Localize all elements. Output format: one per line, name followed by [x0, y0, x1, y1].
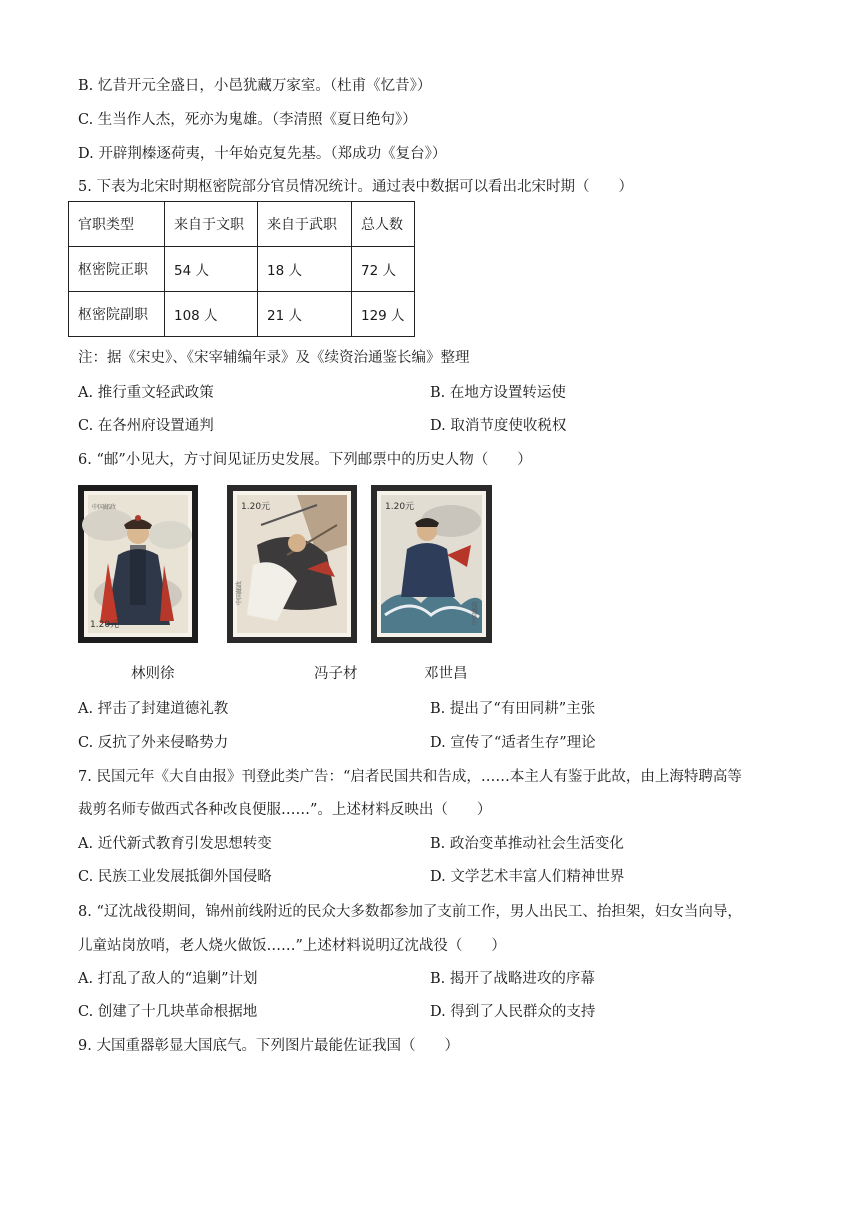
q7-option-d: D. 文学艺术丰富人们精神世界 [430, 869, 625, 885]
svg-text:中国邮政: 中国邮政 [92, 504, 117, 511]
table-header-cell: 来自于武职 [258, 202, 352, 247]
q8-stem-line2: 儿童站岗放哨，老人烧火做饭……”上述材料说明辽沈战役（ ） [78, 938, 506, 954]
table-cell: 108 人 [165, 292, 258, 337]
q6-option-d: D. 宣传了“适者生存”理论 [430, 735, 596, 751]
q5-statistics-table [68, 201, 415, 337]
svg-text:1.20元: 1.20元 [385, 502, 415, 512]
q5-stem: 5. 下表为北宋时期枢密院部分官员情况统计。通过表中数据可以看出北宋时期（ ） [78, 179, 633, 195]
table-cell: 21 人 [258, 292, 352, 337]
stamp-caption-feng-zicai: 冯子材 [314, 666, 358, 682]
table-cell: 枢密院副职 [69, 292, 165, 337]
table-cell: 54 人 [165, 247, 258, 292]
q8-option-d: D. 得到了人民群众的支持 [430, 1004, 596, 1020]
q5-option-a: A. 推行重文轻武政策 [78, 385, 214, 401]
table-header-cell: 官职类型 [69, 202, 165, 247]
q8-stem-line1: 8. “辽沈战役期间，锦州前线附近的民众大多数都参加了支前工作，男人出民工、抬担架，妇女当向导， [78, 904, 742, 920]
svg-text:中国邮政: 中国邮政 [472, 600, 479, 625]
q4-option-b: B. 忆昔开元全盛日，小邑犹藏万家室。（杜甫《忆昔》） [78, 78, 432, 94]
table-cell: 18 人 [258, 247, 352, 292]
q8-option-b: B. 揭开了战略进攻的序幕 [430, 971, 595, 987]
svg-text:中国邮政: 中国邮政 [236, 580, 243, 605]
q9-stem: 9. 大国重器彰显大国底气。下列图片最能佐证我国（ ） [78, 1038, 459, 1054]
stamp-lin-zexu [78, 485, 198, 643]
table-cell: 枢密院正职 [69, 247, 165, 292]
table-cell: 72 人 [352, 247, 415, 292]
q7-option-c: C. 民族工业发展抵御外国侵略 [78, 869, 272, 885]
q8-option-a: A. 打乱了敌人的“追剿”计划 [78, 971, 258, 987]
q5-note: 注：据《宋史》、《宋宰辅编年录》及《续资治通鉴长编》整理 [78, 350, 470, 366]
table-row [69, 247, 415, 292]
q5-option-d: D. 取消节度使收税权 [430, 418, 567, 434]
q8-option-c: C. 创建了十几块革命根据地 [78, 1004, 258, 1020]
svg-text:1.20元: 1.20元 [90, 620, 120, 630]
q5-option-c: C. 在各州府设置通判 [78, 418, 214, 434]
q4-option-c: C. 生当作人杰，死亦为鬼雄。（李清照《夏日绝句》） [78, 112, 417, 128]
q6-stem: 6. “邮”小见大，方寸间见证历史发展。下列邮票中的历史人物（ ） [78, 452, 532, 468]
table-cell: 129 人 [352, 292, 415, 337]
q7-option-a: A. 近代新式教育引发思想转变 [78, 836, 272, 852]
q6-option-c: C. 反抗了外来侵略势力 [78, 735, 229, 751]
q7-stem-line1: 7. 民国元年《大自由报》刊登此类广告：“启者民国共和告成，……本主人有鉴于此故，由上海特聘高等 [78, 769, 742, 785]
q7-option-b: B. 政治变革推动社会生活变化 [430, 836, 624, 852]
q7-stem-line2: 裁剪名师专做西式各种改良便服……”。上述材料反映出（ ） [78, 802, 492, 818]
stamp-caption-lin-zexu: 林则徐 [131, 666, 175, 682]
svg-text:1.20元: 1.20元 [241, 502, 271, 512]
stamp-caption-deng-shichang: 邓世昌 [424, 666, 468, 682]
q4-option-d: D. 开辟荆榛逐荷夷，十年始克复先基。（郑成功《复台》） [78, 146, 447, 162]
q6-option-b: B. 提出了“有田同耕”主张 [430, 701, 596, 717]
q5-option-b: B. 在地方设置转运使 [430, 385, 566, 401]
table-row [69, 292, 415, 337]
table-header-row [69, 202, 415, 247]
stamp-deng-shichang [371, 485, 492, 643]
q6-option-a: A. 抨击了封建道德礼教 [78, 701, 229, 717]
table-header-cell: 来自于文职 [165, 202, 258, 247]
table-header-cell: 总人数 [352, 202, 415, 247]
stamp-feng-zicai [227, 485, 357, 643]
